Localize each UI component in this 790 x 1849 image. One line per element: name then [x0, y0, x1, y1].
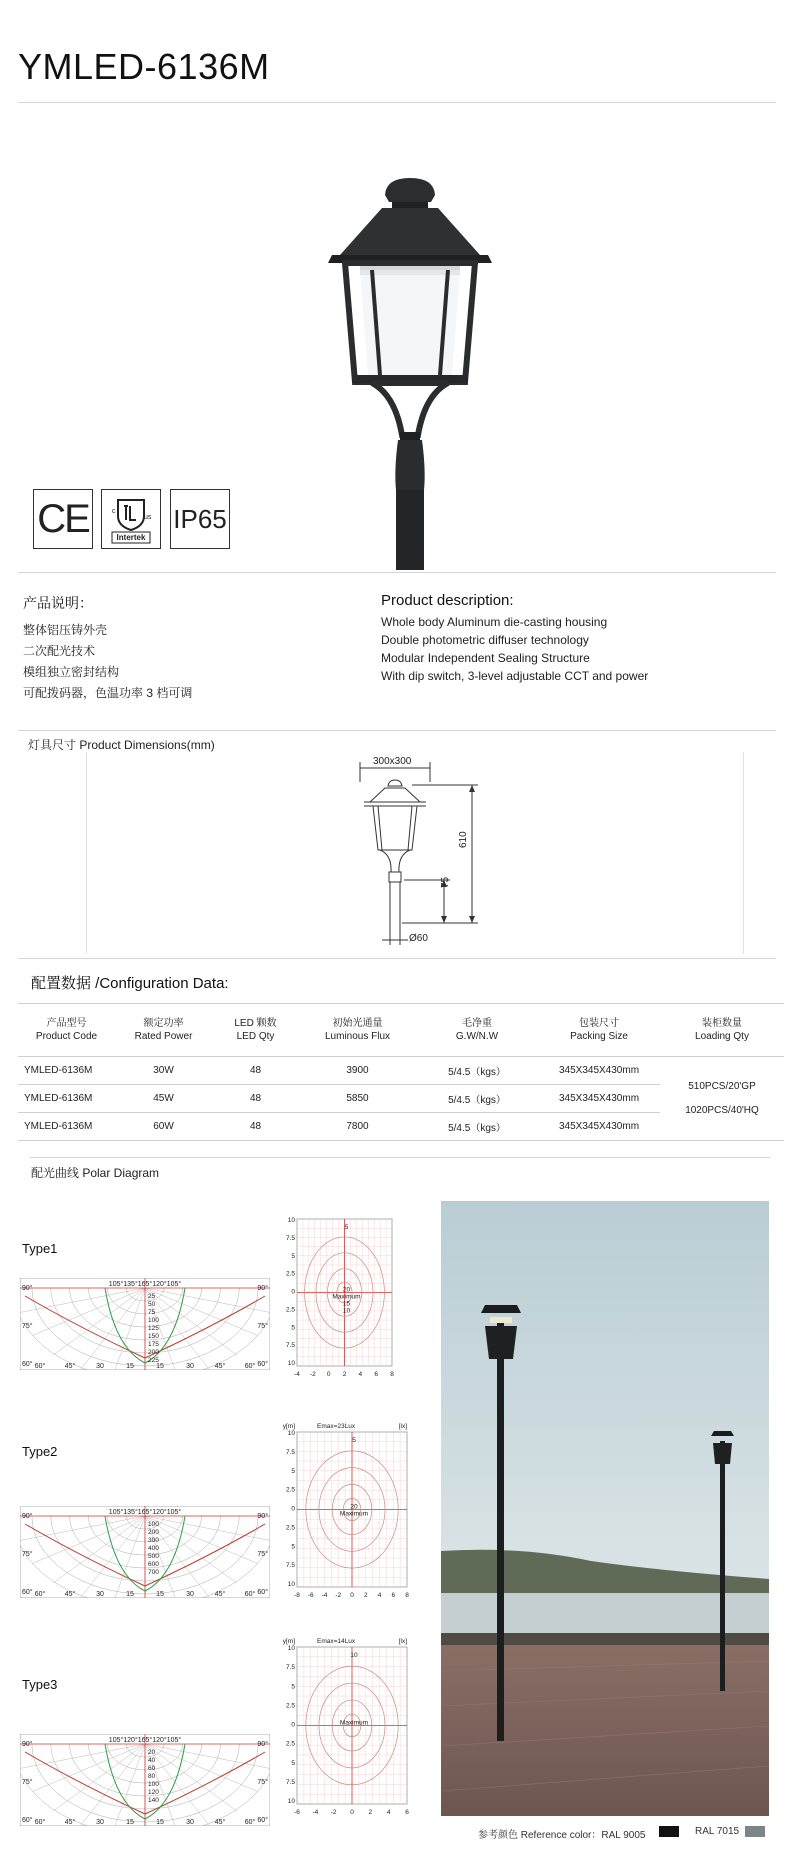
polar-side-angle-left: 75° — [22, 1551, 33, 1558]
isolux-y-tick: 5 — [291, 1467, 295, 1475]
isolux-y-tick: 10 — [287, 1645, 295, 1652]
dim-width-label: 300x300 — [373, 756, 412, 767]
polar-side-angle-right: 60° — [257, 1817, 268, 1824]
polar-radial-tick: 125 — [148, 1325, 159, 1332]
polar-bottom-angle: 45° — [64, 1591, 76, 1598]
isolux-y-tick: 5 — [291, 1252, 295, 1260]
polar-radial-tick: 100 — [148, 1317, 159, 1324]
isolux-y-tick: 2.5 — [285, 1486, 295, 1494]
desc-cn-line: 模组独立密封结构 — [23, 665, 120, 679]
isolux-y-tick: 10 — [287, 1360, 295, 1367]
isolux-y-tick: 5 — [291, 1324, 295, 1332]
isolux-y-tick: 7.5 — [285, 1448, 295, 1456]
isolux-x-tick: 2 — [342, 1371, 347, 1378]
polar-radial-tick: 60 — [148, 1765, 156, 1772]
vertical-rule — [743, 752, 744, 954]
polar-radial-tick: 200 — [148, 1349, 159, 1356]
cell-power: 60W — [115, 1113, 212, 1141]
cell-qty: 48 — [212, 1085, 299, 1113]
isolux-y-tick: 2.5 — [285, 1306, 295, 1314]
dimension-drawing — [340, 740, 500, 950]
polar-bottom-angle: 45° — [214, 1591, 226, 1598]
ip-rating-badge: IP65 — [170, 489, 230, 549]
isolux-contour-label: Maximum — [339, 1510, 369, 1518]
desc-en-title: Product description: — [381, 592, 514, 609]
cell-flux: 3900 — [299, 1057, 416, 1085]
desc-en-line: Double photometric diffuser technology — [381, 633, 589, 647]
polar-radial-tick: 150 — [148, 1333, 159, 1340]
reference-color-label: 参考颜色 Reference color：RAL 9005 — [478, 1830, 646, 1841]
polar-side-angle-right: 60° — [257, 1589, 268, 1596]
dim-base-label: 75 — [440, 876, 451, 888]
isolux-y-tick: 5 — [291, 1759, 295, 1767]
polar-side-angle-left: 60° — [22, 1589, 33, 1596]
cell-qty: 48 — [212, 1057, 299, 1085]
cell-weight: 5/4.5（kgs） — [416, 1085, 538, 1113]
polar-radial-tick: 600 — [148, 1561, 159, 1568]
polar-bottom-angle: 15 — [126, 1591, 134, 1598]
isolux-x-tick: 4 — [386, 1809, 391, 1816]
isolux-contour-label: 20 — [350, 1503, 358, 1511]
polar-bottom-angle: 45° — [64, 1363, 76, 1370]
type1-label: Type1 — [22, 1241, 58, 1256]
isolux-x-tick: 8 — [390, 1371, 394, 1378]
cell-power: 30W — [115, 1057, 212, 1085]
isolux-x-tick: 0 — [350, 1809, 354, 1816]
isolux-y-tick: 10 — [287, 1430, 295, 1437]
desc-en-line: Modular Independent Sealing Structure — [381, 651, 590, 665]
installation-photo — [441, 1201, 769, 1816]
polar-side-angle-right: 60° — [257, 1361, 268, 1368]
divider — [30, 1157, 770, 1158]
isolux-y-tick: 7.5 — [285, 1562, 295, 1570]
cell-flux: 5850 — [299, 1085, 416, 1113]
polar-top-angles: 105°135°165°120°105° — [108, 1281, 182, 1288]
col-product-code: 产品型号 Product Code — [18, 1004, 115, 1057]
polar-label: 配光曲线 Polar Diagram — [31, 1166, 160, 1180]
isolux-x-tick: -4 — [321, 1592, 328, 1599]
polar-side-angle-left: 90° — [22, 1513, 33, 1520]
isolux-y-tick: 2.5 — [285, 1270, 295, 1278]
dim-diameter-label: Ø60 — [409, 933, 428, 944]
col-weight: 毛净重 G.W/N.W — [416, 1004, 538, 1057]
isolux-x-tick: 4 — [358, 1371, 363, 1378]
polar-side-angle-left: 90° — [22, 1741, 33, 1748]
desc-cn-title: 产品说明： — [23, 595, 93, 611]
polar-bottom-angle: 30 — [96, 1591, 104, 1598]
polar-radial-tick: 300 — [148, 1537, 159, 1544]
polar-side-angle-right: 90° — [257, 1513, 268, 1520]
polar-bottom-angle: 30 — [186, 1591, 194, 1598]
polar-bottom-angle: 45° — [64, 1819, 76, 1826]
polar-bottom-angle: 60° — [34, 1591, 46, 1598]
isolux-y-label: y[m] — [283, 1638, 295, 1645]
polar-side-angle-right: 90° — [257, 1741, 268, 1748]
isolux-x-label: [lx] — [398, 1638, 407, 1645]
polar-bottom-angle: 30 — [96, 1363, 104, 1370]
vertical-rule — [86, 752, 87, 954]
polar-diagram-type1 — [20, 1278, 270, 1370]
cell-weight: 5/4.5（kgs） — [416, 1057, 538, 1085]
polar-side-angle-left: 90° — [22, 1285, 33, 1292]
polar-bottom-angle: 60° — [34, 1819, 46, 1826]
isolux-x-tick: -2 — [309, 1371, 316, 1378]
isolux-y-tick: 2.5 — [285, 1702, 295, 1710]
cell-packing: 345X345X430mm — [538, 1113, 660, 1141]
color-swatch-ral7015 — [745, 1826, 765, 1837]
isolux-contour-label: Maximum — [339, 1719, 369, 1727]
isolux-contour-label: 15 — [342, 1300, 351, 1308]
isolux-x-tick: 4 — [377, 1592, 382, 1599]
dim-height-label: 610 — [458, 831, 469, 848]
polar-side-angle-right: 75° — [257, 1551, 268, 1558]
table-row — [18, 1057, 784, 1085]
desc-cn-line: 可配拨码器，色温功率 3 档可调 — [23, 686, 193, 700]
polar-bottom-angle: 15 — [156, 1363, 164, 1370]
polar-side-angle-left: 60° — [22, 1361, 33, 1368]
desc-cn-line: 二次配光技术 — [23, 644, 96, 658]
isolux-x-tick: -4 — [294, 1371, 300, 1378]
isolux-contour-label: 5 — [352, 1437, 356, 1444]
polar-bottom-angle: 30 — [186, 1819, 194, 1826]
isolux-y-tick: 0 — [291, 1505, 295, 1513]
title-divider — [18, 102, 776, 103]
polar-radial-tick: 120 — [148, 1789, 159, 1796]
isolux-contour-label: 10 — [342, 1307, 351, 1315]
cell-code: YMLED-6136M — [18, 1085, 115, 1113]
isolux-contour-label: 10 — [350, 1652, 358, 1659]
isolux-contour-label: 20 — [342, 1286, 351, 1294]
isolux-x-label: [lx] — [398, 1423, 407, 1430]
isolux-x-tick: 6 — [374, 1371, 378, 1378]
cell-packing: 345X345X430mm — [538, 1057, 660, 1085]
desc-cn-line: 整体铝压铸外壳 — [23, 623, 108, 637]
isolux-x-tick: 0 — [350, 1592, 354, 1599]
cell-code: YMLED-6136M — [18, 1113, 115, 1141]
polar-side-angle-right: 75° — [257, 1779, 268, 1786]
polar-bottom-angle: 15 — [156, 1819, 164, 1826]
product-lamp-image — [300, 170, 520, 570]
cell-weight: 5/4.5（kgs） — [416, 1113, 538, 1141]
polar-radial-tick: 140 — [148, 1797, 159, 1804]
isolux-x-tick: -6 — [307, 1592, 314, 1599]
polar-side-angle-left: 60° — [22, 1817, 33, 1824]
polar-radial-tick: 25 — [148, 1293, 156, 1300]
polar-radial-tick: 50 — [148, 1301, 156, 1308]
isolux-x-tick: -8 — [294, 1592, 300, 1599]
isolux-y-tick: 5 — [291, 1543, 295, 1551]
polar-radial-tick: 200 — [148, 1529, 159, 1536]
isolux-x-tick: 8 — [405, 1592, 409, 1599]
isolux-y-tick: 0 — [291, 1721, 295, 1729]
polar-bottom-angle: 15 — [126, 1363, 134, 1370]
isolux-x-tick: 6 — [405, 1809, 409, 1816]
isolux-x-tick: -6 — [294, 1809, 300, 1816]
isolux-y-label: y[m] — [283, 1423, 295, 1430]
desc-en-line: Whole body Aluminum die-casting housing — [381, 615, 608, 629]
isolux-y-tick: 0 — [291, 1288, 295, 1296]
polar-diagram-type2 — [20, 1506, 270, 1598]
table-header-row — [18, 1004, 784, 1057]
type3-label: Type3 — [22, 1677, 58, 1692]
polar-side-angle-right: 75° — [257, 1323, 268, 1330]
divider — [18, 572, 776, 573]
col-loading-qty: 装柜数量 Loading Qty — [660, 1004, 784, 1057]
isolux-x-tick: -2 — [335, 1592, 342, 1599]
polar-bottom-angle: 60° — [34, 1363, 46, 1370]
polar-bottom-angle: 30 — [96, 1819, 104, 1826]
polar-bottom-angle: 30 — [186, 1363, 194, 1370]
polar-radial-tick: 20 — [148, 1749, 156, 1756]
col-packing-size: 包装尺寸 Packing Size — [538, 1004, 660, 1057]
polar-radial-tick: 500 — [148, 1553, 159, 1560]
polar-diagram-type3 — [20, 1734, 270, 1826]
isolux-y-tick: 5 — [291, 1683, 295, 1691]
isolux-x-tick: 6 — [391, 1592, 396, 1599]
polar-bottom-angle: 45° — [214, 1363, 226, 1370]
polar-radial-tick: 80 — [148, 1773, 156, 1780]
polar-radial-tick: 100 — [148, 1781, 159, 1788]
color-swatch-ral9005 — [659, 1826, 679, 1837]
polar-radial-tick: 40 — [148, 1757, 156, 1764]
polar-radial-tick: 175 — [148, 1341, 159, 1348]
isolux-y-tick: 7.5 — [285, 1234, 295, 1242]
polar-bottom-angle: 45° — [214, 1819, 226, 1826]
config-title: 配置数据 /Configuration Data: — [31, 975, 229, 992]
isolux-x-tick: 0 — [326, 1371, 331, 1378]
ral7015-label: RAL 7015 — [695, 1826, 740, 1837]
cell-power: 45W — [115, 1085, 212, 1113]
cell-flux: 7800 — [299, 1113, 416, 1141]
polar-radial-tick: 225 — [148, 1357, 159, 1364]
polar-bottom-angle: 15 — [126, 1819, 134, 1826]
isolux-y-tick: 2.5 — [285, 1740, 295, 1748]
isolux-y-tick: 7.5 — [285, 1664, 295, 1672]
isolux-contour-label: Maximum — [332, 1293, 361, 1301]
polar-radial-tick: 400 — [148, 1545, 159, 1552]
isolux-contour-label: 5 — [344, 1224, 349, 1231]
page-title: YMLED-6136M — [18, 46, 270, 87]
divider — [18, 958, 776, 959]
isolux-y-tick: 10 — [287, 1581, 295, 1588]
config-table — [18, 1003, 784, 1141]
isolux-y-tick: 7.5 — [285, 1778, 295, 1786]
isolux-y-tick: 2.5 — [285, 1524, 295, 1532]
col-rated-power: 额定功率 Rated Power — [115, 1004, 212, 1057]
isolux-x-tick: -2 — [330, 1809, 337, 1816]
isolux-y-tick: 10 — [287, 1217, 295, 1224]
isolux-diagram-type1 — [283, 1205, 398, 1380]
col-led-qty: LED 颗数 LED Qty — [212, 1004, 299, 1057]
desc-en-line: With dip switch, 3-level adjustable CCT and power — [381, 669, 649, 683]
polar-radial-tick: 100 — [148, 1521, 159, 1528]
cell-code: YMLED-6136M — [18, 1057, 115, 1085]
isolux-x-tick: 2 — [363, 1592, 368, 1599]
divider — [18, 730, 776, 731]
polar-bottom-angle: 60° — [244, 1819, 256, 1826]
polar-bottom-angle: 60° — [244, 1591, 256, 1598]
isolux-x-tick: -4 — [312, 1809, 319, 1816]
ce-mark: CE — [33, 489, 93, 549]
cell-loading: 510PCS/20'GP 1020PCS/40'HQ — [660, 1057, 784, 1141]
col-luminous-flux: 初始光通量 Luminous Flux — [299, 1004, 416, 1057]
cell-qty: 48 — [212, 1113, 299, 1141]
type2-label: Type2 — [22, 1444, 58, 1459]
polar-side-angle-left: 75° — [22, 1779, 33, 1786]
cell-packing: 345X345X430mm — [538, 1085, 660, 1113]
polar-top-angles: 105°120°165°120°105° — [108, 1737, 182, 1744]
polar-top-angles: 105°135°165°120°105° — [108, 1509, 182, 1516]
polar-radial-tick: 75 — [148, 1309, 156, 1316]
polar-bottom-angle: 60° — [244, 1363, 256, 1370]
dimensions-label: 灯具尺寸 Product Dimensions(mm) — [28, 738, 215, 752]
isolux-emax: Emax=23Lux — [317, 1423, 356, 1430]
polar-side-angle-left: 75° — [22, 1323, 33, 1330]
polar-side-angle-right: 90° — [257, 1285, 268, 1292]
isolux-x-tick: 2 — [368, 1809, 373, 1816]
isolux-y-tick: 7.5 — [285, 1342, 295, 1350]
polar-radial-tick: 700 — [148, 1569, 159, 1576]
isolux-diagram-type2 — [283, 1418, 413, 1601]
isolux-emax: Emax=14Lux — [317, 1638, 356, 1645]
isolux-y-tick: 10 — [287, 1798, 295, 1805]
isolux-diagram-type3 — [283, 1633, 413, 1818]
etl-mark: c us Intertek — [101, 489, 161, 549]
polar-bottom-angle: 15 — [156, 1591, 164, 1598]
